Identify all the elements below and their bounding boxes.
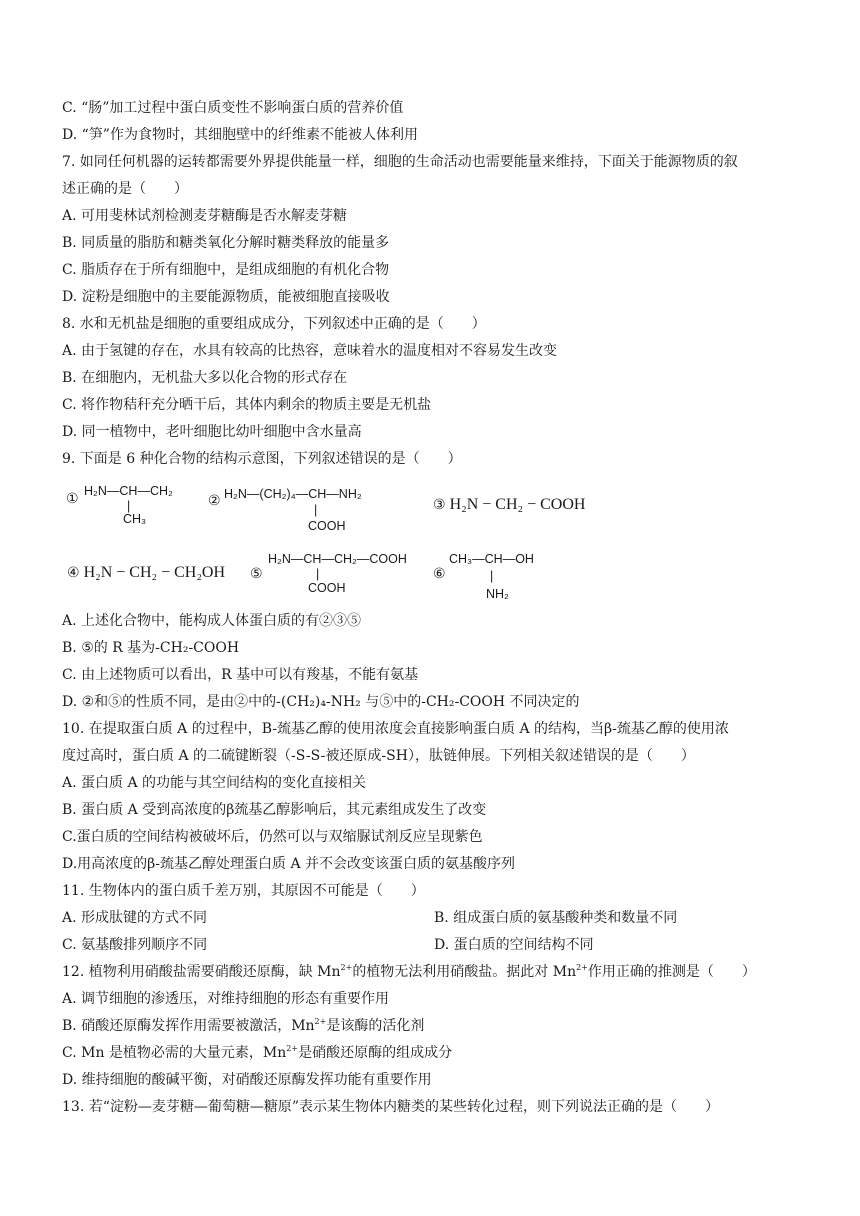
q10-option-c: C.蛋白质的空间结构被破坏后，仍然可以与双缩脲试剂反应呈现紫色: [62, 829, 483, 845]
structure-6-side-group: NH₂: [486, 587, 509, 601]
structure-6-main-chain: CH₃—CH—OH: [449, 552, 534, 566]
q8-option-d: D. 同一植物中，老叶细胞比幼叶细胞中含水量高: [62, 424, 362, 440]
structure-5-bond: |: [316, 567, 320, 581]
structure-6-bond: |: [490, 569, 494, 583]
q10-stem-line2: 度过高时，蛋白质 A 的二硫键断裂（-S-S-被还原成-SH），肽链伸展。下列相关叙述错误的是（ ）: [62, 748, 695, 764]
q12-option-a: A. 调节细胞的渗透压，对维持细胞的形态有重要作用: [62, 991, 390, 1007]
structure-4-formula: H₂N − CH₂ − CH₂OH: [83, 564, 226, 581]
structure-1-main-chain: H₂N—CH—CH₂: [84, 484, 173, 498]
q12-option-c-part2: 是硝酸还原酶的组成成分: [298, 1045, 453, 1061]
q9-stem: 9. 下面是 6 种化合物的结构示意图，下列叙述错误的是（ ）: [62, 451, 462, 467]
q7-stem-line1: 7. 如同任何机器的运转都需要外界提供能量一样，细胞的生命活动也需要能量来维持，下面关于能源物质的叙: [62, 154, 738, 170]
structure-3-number: ③: [433, 497, 446, 513]
q6-option-c: C. “肠”加工过程中蛋白质变性不影响蛋白质的营养价值: [62, 100, 404, 116]
structure-2-main-chain: H₂N—(CH₂)₄—CH—NH₂: [224, 487, 362, 501]
q12-stem-part1: 12. 植物利用硝酸盐需要硝酸还原酶，缺 Mn: [62, 964, 341, 980]
q11-option-b: B. 组成蛋白质的氨基酸种类和数量不同: [434, 910, 678, 926]
q9-option-b: B. ⑤的 R 基为-CH₂-COOH: [62, 640, 240, 656]
q11-option-c: C. 氨基酸排列顺序不同: [62, 937, 208, 953]
structure-4-number: ④: [67, 565, 80, 581]
q12-option-c-part1: C. Mn 是植物必需的大量元素，Mn: [62, 1045, 287, 1061]
q10-option-a: A. 蛋白质 A 的功能与其空间结构的变化直接相关: [62, 775, 367, 791]
q12-option-b-part2: 是该酶的活化剂: [326, 1018, 425, 1034]
q10-option-d: D.用高浓度的β-巯基乙醇处理蛋白质 A 并不会改变该蛋白质的氨基酸序列: [62, 856, 516, 872]
q7-stem-line2: 述正确的是（ ）: [62, 181, 188, 197]
q11-option-d: D. 蛋白质的空间结构不同: [434, 937, 594, 953]
q9-option-a: A. 上述化合物中，能构成人体蛋白质的有②③⑤: [62, 613, 362, 629]
q7-option-c: C. 脂质存在于所有细胞中，是组成细胞的有机化合物: [62, 262, 390, 278]
structure-1-side-group: CH₃: [123, 512, 147, 526]
q12-option-b-part1: B. 硝酸还原酶发挥作用需要被激活，Mn: [62, 1018, 315, 1034]
q8-option-c: C. 将作物秸秆充分晒干后，其体内剩余的物质主要是无机盐: [62, 397, 432, 413]
q12-stem-charge2: 2+: [576, 963, 588, 972]
q12-option-b-charge: 2+: [314, 1017, 327, 1026]
q12-stem-charge1: 2+: [340, 963, 353, 972]
q9-option-d: D. ②和⑤的性质不同，是由②中的-(CH₂)₄-NH₂ 与⑤中的-CH₂-COOH 不同决定的: [62, 694, 580, 710]
structure-3: [433, 495, 585, 515]
q11-option-a: A. 形成肽键的方式不同: [62, 910, 208, 926]
structure-1-number: ①: [66, 491, 79, 507]
q9-option-c: C. 由上述物质可以看出，R 基中可以有羧基，不能有氨基: [62, 667, 419, 683]
structure-4: [67, 563, 225, 583]
q12-stem: [62, 962, 756, 982]
structure-5-number: ⑤: [250, 566, 263, 582]
q12-option-c-charge: 2+: [286, 1044, 299, 1053]
q13-stem: 13. 若“淀粉—麦芽糖—葡萄糖—糖原”表示某生物体内糖类的某些转化过程，则下列说法正确的是（ ）: [62, 1099, 720, 1115]
structure-2-bond: |: [314, 503, 318, 517]
q8-option-b: B. 在细胞内，无机盐大多以化合物的形式存在: [62, 370, 348, 386]
structure-5-main-chain: H₂N—CH—CH₂—COOH: [268, 552, 407, 566]
q12-option-c: [62, 1043, 452, 1063]
q7-option-a: A. 可用斐林试剂检测麦芽糖酶是否水解麦芽糖: [62, 208, 348, 224]
q8-stem: 8. 水和无机盐是细胞的重要组成成分，下列叙述中正确的是（ ）: [62, 316, 486, 332]
q12-option-d: D. 维持细胞的酸碱平衡，对硝酸还原酶发挥功能有重要作用: [62, 1072, 432, 1088]
structure-2-number: ②: [208, 493, 221, 509]
structure-1-bond: |: [127, 499, 131, 513]
structure-3-formula: H₂N − CH₂ − COOH: [449, 496, 586, 513]
q10-stem-line1: 10. 在提取蛋白质 A 的过程中，B-巯基乙醇的使用浓度会直接影响蛋白质 A 的结构，当β-巯基乙醇的使用浓: [62, 721, 729, 737]
q11-stem: 11. 生物体内的蛋白质千差万别，其原因不可能是（ ）: [62, 883, 425, 899]
q7-option-b: B. 同质量的脂肪和糖类氧化分解时糖类释放的能量多: [62, 235, 390, 251]
q12-option-b: [62, 1016, 424, 1036]
structure-5-side-group: COOH: [308, 581, 346, 595]
q12-stem-part3: 作用正确的推测是（ ）: [587, 964, 756, 980]
structure-6-number: ⑥: [433, 566, 446, 582]
q10-option-b: B. 蛋白质 A 受到高浓度的β巯基乙醇影响后，其元素组成发生了改变: [62, 802, 487, 818]
q8-option-a: A. 由于氢键的存在，水具有较高的比热容，意味着水的温度相对不容易发生改变: [62, 343, 558, 359]
structure-2-side-group: COOH: [308, 519, 346, 533]
q12-stem-part2: 的植物无法利用硝酸盐。据此对 Mn: [352, 964, 577, 980]
q6-option-d: D. “笋”作为食物时，其细胞壁中的纤维素不能被人体利用: [62, 127, 418, 143]
q7-option-d: D. 淀粉是细胞中的主要能源物质，能被细胞直接吸收: [62, 289, 390, 305]
